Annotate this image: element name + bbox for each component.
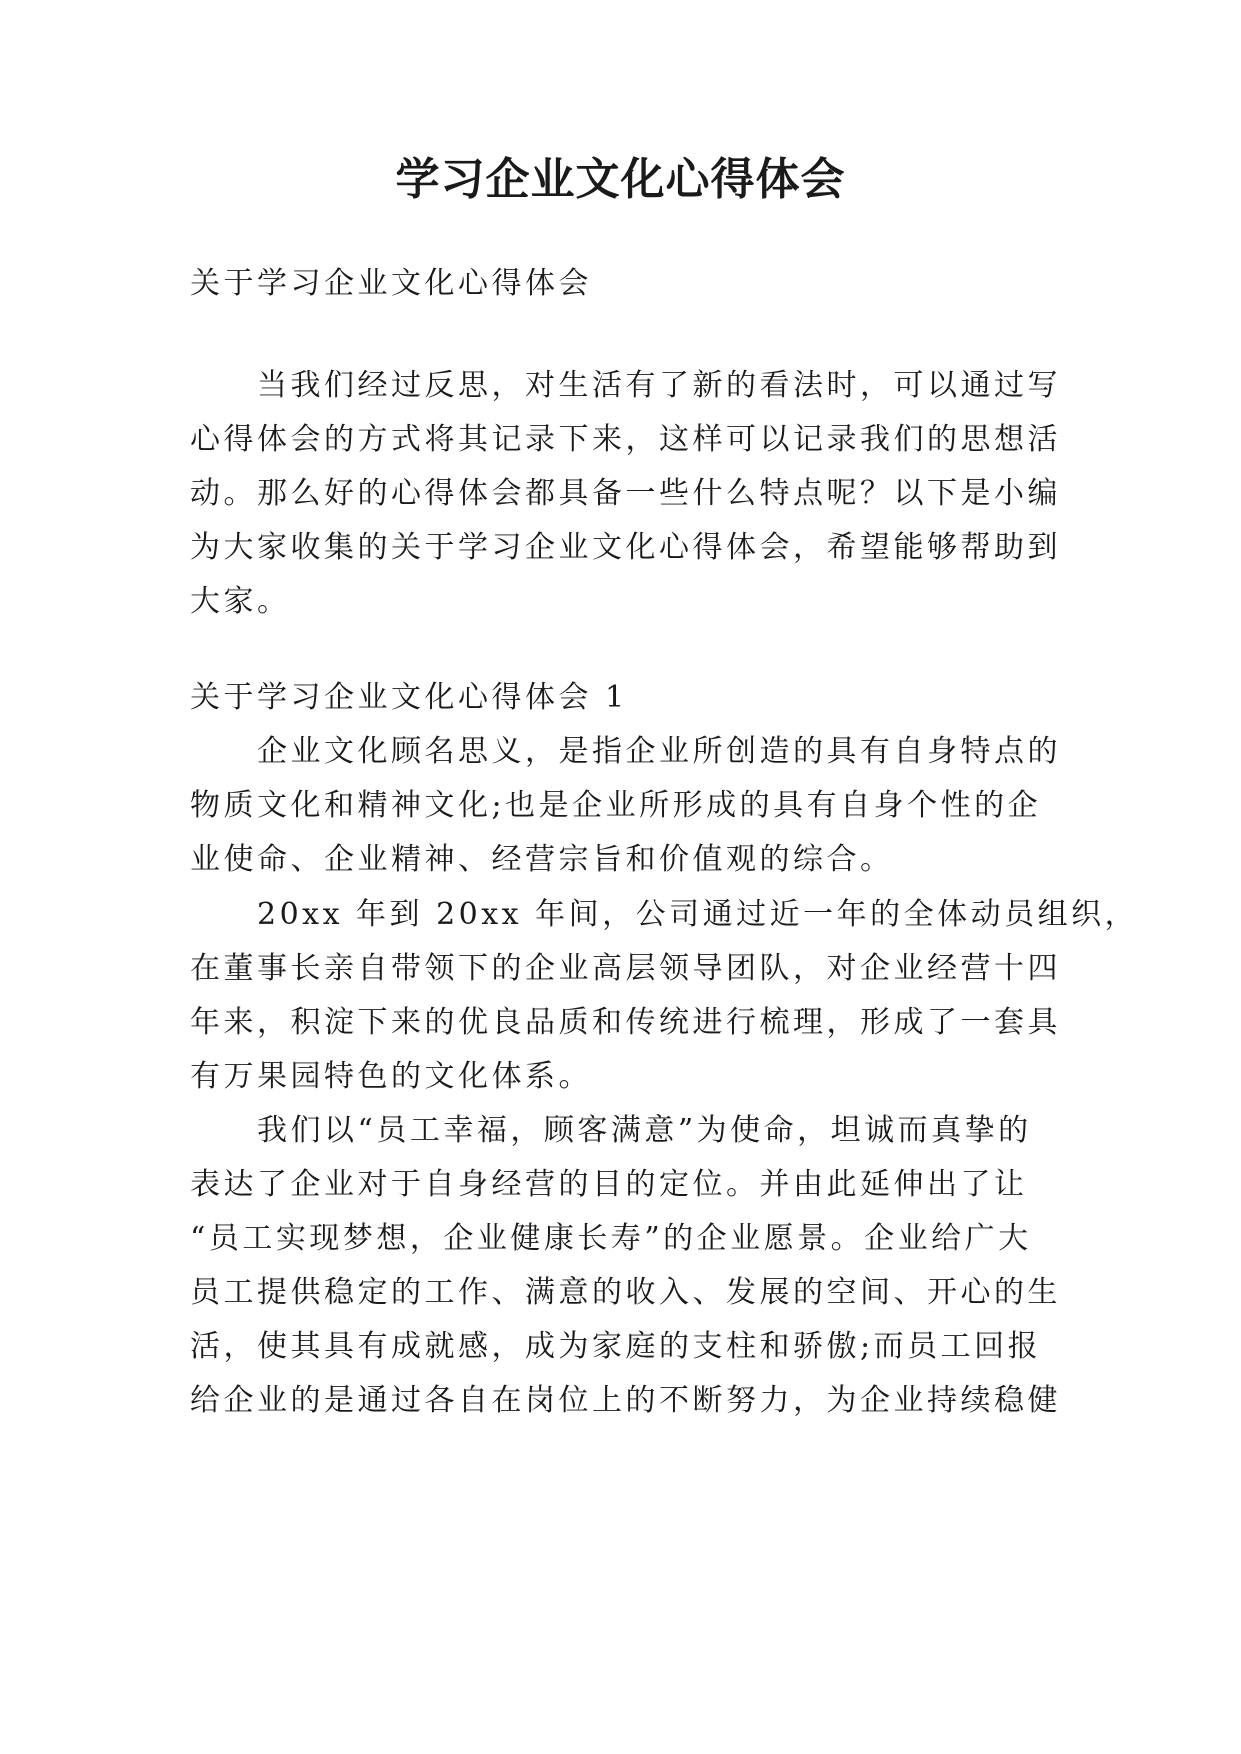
section-heading: 关于学习企业文化心得体会 1 [190,680,628,715]
paragraph-line: 活，使其具有成就感，成为家庭的支柱和骄傲;而员工回报 [190,1329,1042,1364]
paragraph-line: 20xx 年到 20xx 年间，公司通过近一年的全体动员组织， [190,897,1139,932]
intro-line: 心得体会的方式将其记录下来，这样可以记录我们的思想活 [190,422,1061,457]
paragraph-line: 我们以“员工幸福，顾客满意”为使命，坦诚而真挚的 [190,1113,1032,1148]
intro-line: 当我们经过反思，对生活有了新的看法时，可以通过写 [190,368,1061,403]
paragraph-line: 表达了企业对于自身经营的目的定位。并由此延伸出了让 [190,1167,1028,1202]
intro-line: 动。那么好的心得体会都具备一些什么特点呢？以下是小编 [190,476,1061,511]
document-subtitle: 关于学习企业文化心得体会 [190,266,592,301]
paragraph-line: 企业文化顾名思义，是指企业所创造的具有自身特点的 [190,734,1061,769]
paragraph-line: 年来，积淀下来的优良品质和传统进行梳理，形成了一套具 [190,1005,1061,1040]
paragraph-line: 给企业的是通过各自在岗位上的不断努力，为企业持续稳健 [190,1383,1061,1418]
paragraph-line: “员工实现梦想，企业健康长寿”的企业愿景。企业给广大 [190,1221,1032,1256]
paragraph-line: 物质文化和精神文化;也是企业所形成的具有自身个性的企 [190,788,1042,823]
paragraph-line: 有万果园特色的文化体系。 [190,1059,592,1094]
intro-line: 为大家收集的关于学习企业文化心得体会，希望能够帮助到 [190,530,1061,565]
paragraph-line: 业使命、企业精神、经营宗旨和价值观的综合。 [190,842,894,877]
paragraph-line: 员工提供稳定的工作、满意的收入、发展的空间、开心的生 [190,1275,1061,1310]
paragraph-line: 在董事长亲自带领下的企业高层领导团队，对企业经营十四 [190,951,1061,986]
intro-line: 大家。 [190,584,291,619]
document-title: 学习企业文化心得体会 [395,154,846,205]
